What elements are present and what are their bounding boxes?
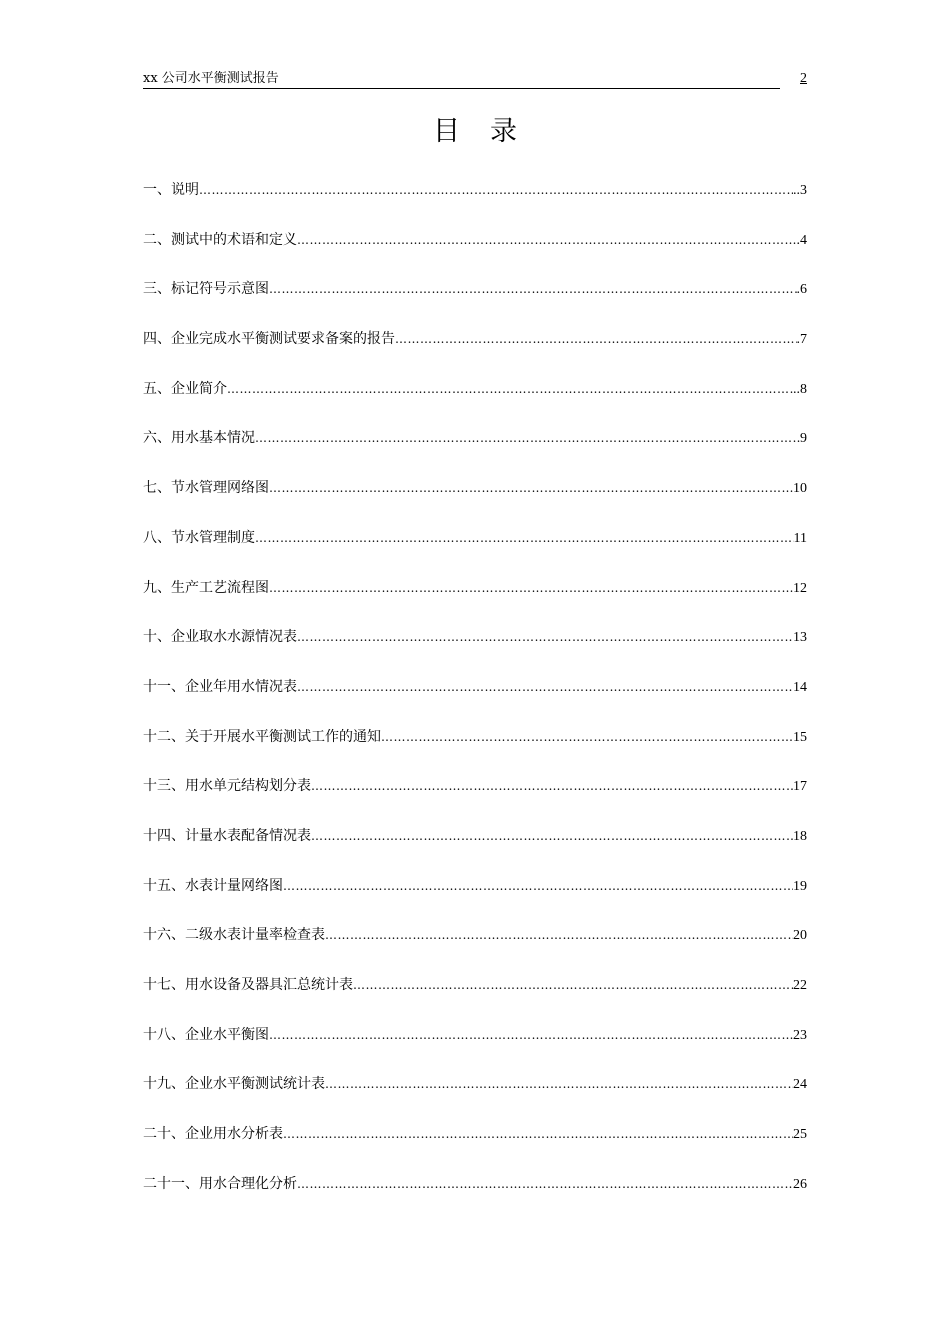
- toc-leader: [297, 1166, 793, 1202]
- toc-item[interactable]: [143, 868, 807, 918]
- toc-leader: [255, 520, 794, 556]
- toc-item-label: 九、生产工艺流程图: [143, 579, 269, 596]
- toc-item[interactable]: [143, 719, 807, 769]
- toc-item-label: 十四、计量水表配备情况表: [143, 827, 311, 844]
- page-header: [143, 70, 807, 90]
- toc-item[interactable]: [143, 1017, 807, 1067]
- toc-leader: [311, 768, 793, 804]
- toc-item-page: 17: [793, 779, 807, 795]
- toc-item-label: 十、企业取水水源情况表: [143, 629, 297, 646]
- toc-leader: [255, 420, 800, 456]
- toc-leader: [381, 719, 793, 755]
- toc-item[interactable]: [143, 1166, 807, 1216]
- toc-item-label: 十九、企业水平衡测试统计表: [143, 1076, 325, 1093]
- toc-leader: [269, 570, 793, 606]
- toc-item-page: 24: [793, 1077, 807, 1093]
- toc-item-page: ..3: [793, 183, 807, 198]
- toc-item-label: 六、用水基本情况: [143, 430, 255, 447]
- toc-item-label: 三、标记符号示意图: [143, 281, 269, 298]
- toc-leader: [297, 669, 793, 705]
- toc-item-label: 十三、用水单元结构划分表: [143, 778, 311, 795]
- toc-item-label: 十七、用水设备及器具汇总统计表: [143, 977, 353, 993]
- toc-item-page: 22: [793, 978, 807, 993]
- toc-leader: [199, 172, 793, 208]
- toc-item-label: 七、节水管理网络图: [143, 480, 269, 497]
- toc-list: [143, 172, 807, 1215]
- toc-item[interactable]: [143, 470, 807, 520]
- header-rule: [143, 88, 780, 89]
- toc-item[interactable]: [143, 222, 807, 272]
- toc-item-page: 12: [793, 580, 807, 596]
- toc-item-label: 二十一、用水合理化分析: [143, 1175, 297, 1192]
- toc-item-page: 25: [793, 1127, 807, 1143]
- toc-item[interactable]: [143, 321, 807, 371]
- toc-item[interactable]: [143, 1066, 807, 1116]
- toc-item-page: 10: [793, 481, 807, 497]
- toc-item[interactable]: [143, 619, 807, 669]
- toc-leader: [269, 470, 793, 506]
- toc-leader: [311, 818, 793, 854]
- toc-leader: [325, 917, 793, 953]
- toc-title: 目录: [433, 116, 547, 147]
- toc-leader: [227, 371, 793, 407]
- toc-item-label: 十一、企业年用水情况表: [143, 678, 297, 695]
- toc-item[interactable]: [143, 172, 807, 222]
- toc-item[interactable]: [143, 768, 807, 818]
- toc-item-page: 15: [793, 729, 807, 745]
- toc-item[interactable]: [143, 967, 807, 1017]
- toc-item[interactable]: [143, 669, 807, 719]
- toc-item-label: 二十、企业用水分析表: [143, 1126, 283, 1143]
- toc-leader: [395, 321, 797, 357]
- toc-item-page: 20: [793, 928, 807, 944]
- toc-item-label: 十六、二级水表计量率检查表: [143, 927, 325, 944]
- toc-leader: [297, 619, 793, 655]
- toc-item[interactable]: [143, 371, 807, 421]
- toc-leader: [269, 271, 797, 307]
- toc-item-page: .6: [796, 282, 807, 298]
- toc-item[interactable]: [143, 420, 807, 470]
- toc-item-page: .4: [796, 232, 807, 248]
- toc-item[interactable]: [143, 520, 807, 570]
- toc-item-label: 四、企业完成水平衡测试要求备案的报告: [143, 331, 395, 348]
- toc-leader: [283, 1116, 793, 1152]
- toc-item-page: 18: [793, 828, 807, 844]
- toc-item-page: 19: [793, 878, 807, 894]
- toc-item[interactable]: [143, 1116, 807, 1166]
- toc-item-label: 一、说明: [143, 182, 199, 198]
- toc-item-page: 23: [793, 1027, 807, 1043]
- toc-item[interactable]: [143, 570, 807, 620]
- header-page-number: 2: [800, 71, 807, 86]
- toc-item-label: 十二、关于开展水平衡测试工作的通知: [143, 728, 381, 745]
- toc-leader: [353, 967, 793, 1003]
- toc-item-page: .7: [796, 332, 807, 348]
- toc-item-page: 26: [793, 1176, 807, 1192]
- toc-item-page: ..8: [793, 381, 807, 397]
- toc-item-label: 八、节水管理制度: [143, 529, 255, 546]
- toc-item-label: 五、企业简介: [143, 380, 227, 397]
- toc-leader: [283, 868, 793, 904]
- toc-item[interactable]: [143, 917, 807, 967]
- toc-item-label: 十五、水表计量网络图: [143, 877, 283, 894]
- toc-item[interactable]: [143, 271, 807, 321]
- toc-item-page: 13: [793, 630, 807, 646]
- toc-item-page: 14: [793, 679, 807, 695]
- header-title: xx 公司水平衡测试报告: [143, 71, 279, 86]
- toc-item-label: 十八、企业水平衡图: [143, 1026, 269, 1043]
- toc-item-page: 11: [793, 530, 807, 546]
- toc-leader: [325, 1066, 793, 1102]
- toc-item[interactable]: [143, 818, 807, 868]
- toc-item-label: 二、测试中的术语和定义: [143, 231, 297, 248]
- toc-leader: [297, 222, 797, 258]
- toc-leader: [269, 1017, 793, 1053]
- toc-item-page: 9: [800, 431, 807, 447]
